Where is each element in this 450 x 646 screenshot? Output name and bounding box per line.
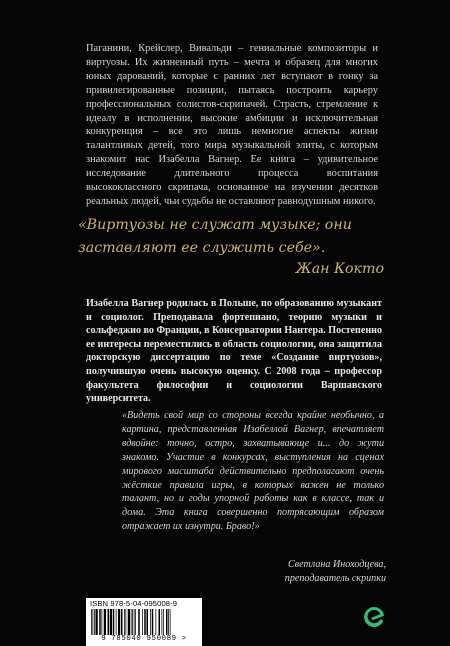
annotation-text: Паганини, Крейслер, Вивальди – гениальные композиторы и виртуозы. Их жизненный путь – мечта и образец для многих юных дарований, которые с ранних лет вступают в гонку за привилегированные позиции, пытаясь построить карьеру профессиональных солистов-скрипачей. Страсть, стремление к идеалу в исполнении, высокие амбиции и исключительная конкуренция – все это лишь немногие аспекты жизни талантливых детей, того мира музыкальной элиты, с которым знакомит нас Изабелла Вагнер. Ее книга – удивительное исследование длительного процесса воспитания высококлассного скрипача, основанное на изучении десятков реальных людей, чьи судьбы не оставляют равнодушным никого.: [86, 43, 378, 207]
isbn-number: ISBN 978-5-04-095008-9: [90, 599, 178, 608]
barcode-bar: [131, 609, 132, 635]
barcode-bars: [90, 609, 198, 635]
barcode-digits: 9 785040 950089 >: [101, 635, 187, 643]
barcode-bar: [138, 609, 140, 635]
review-author-name: Светлана Иноходцева,: [288, 559, 386, 570]
barcode-bar: [116, 609, 117, 635]
barcode-bar: [124, 609, 125, 635]
barcode-bar: [135, 609, 136, 635]
barcode-bar: [113, 609, 115, 635]
barcode-bar: [108, 609, 110, 635]
isbn-barcode: [86, 598, 202, 646]
eksmo-e-icon: [362, 605, 386, 629]
review-quote: «Видеть свой мир со стороны всегда крайне необычно, а картина, представленная Изабеллой Вагнер, впечатляет вдвойне: точно, остро, захватывающе и... до жути знакомо. Участие в конкурсах, выступления на сценах мирового масштаба действительно предполагают очень жёсткие правила игры, в которых важен не только талант, но и годы упорной работы как в классе, так и дома. Эта книга совершенно потрясающим образом отражает их изнутри. Браво!»: [122, 410, 384, 533]
barcode-bar: [96, 609, 98, 635]
barcode-bar: [150, 609, 151, 635]
barcode-bar: [94, 609, 95, 635]
epigraph-author: Жан Кокто: [295, 261, 384, 277]
barcode-bar: [156, 609, 157, 635]
barcode-bar: [166, 609, 168, 635]
barcode-bar: [152, 609, 154, 635]
epigraph-quote: «Виртуозы не служат музыке; они заставляют ее служить себе».: [78, 217, 352, 256]
barcode-bar: [132, 609, 133, 635]
barcode-bar: [110, 609, 112, 635]
review-author-role: преподаватель скрипки: [284, 572, 386, 584]
barcode-bar: [134, 609, 135, 635]
barcode-bar: [128, 609, 130, 635]
barcode-bar: [168, 609, 169, 635]
barcode-bar: [159, 609, 161, 635]
barcode-bar: [170, 609, 171, 635]
barcode-bar: [126, 609, 127, 635]
barcode-bar: [121, 609, 123, 635]
barcode-bar: [162, 609, 163, 635]
barcode-bar: [104, 609, 106, 635]
barcode-bar: [102, 609, 103, 635]
barcode-bar: [147, 609, 149, 635]
barcode-bar: [93, 609, 94, 635]
review-author: [200, 558, 386, 586]
barcode-bar: [144, 609, 146, 635]
barcode-bar: [142, 609, 143, 635]
barcode-bar: [91, 609, 92, 635]
author-bio: Изабелла Вагнер родилась в Польше, по образованию музыкант и социолог. Преподавала фортепиано, теорию музыки и сольфеджио во Франции, в Консерватории Нантера. Постепенно ее интересы переместились в область социологии, она защитила докторскую диссертацию по теме «Создание виртуозов», получившую очень высокую оценку. С 2008 года – профессор факультета философии и социологии Варшавского университета.: [86, 298, 383, 405]
barcode-bar: [118, 609, 120, 635]
barcode-bar: [99, 609, 101, 635]
barcode-bar: [163, 609, 164, 635]
